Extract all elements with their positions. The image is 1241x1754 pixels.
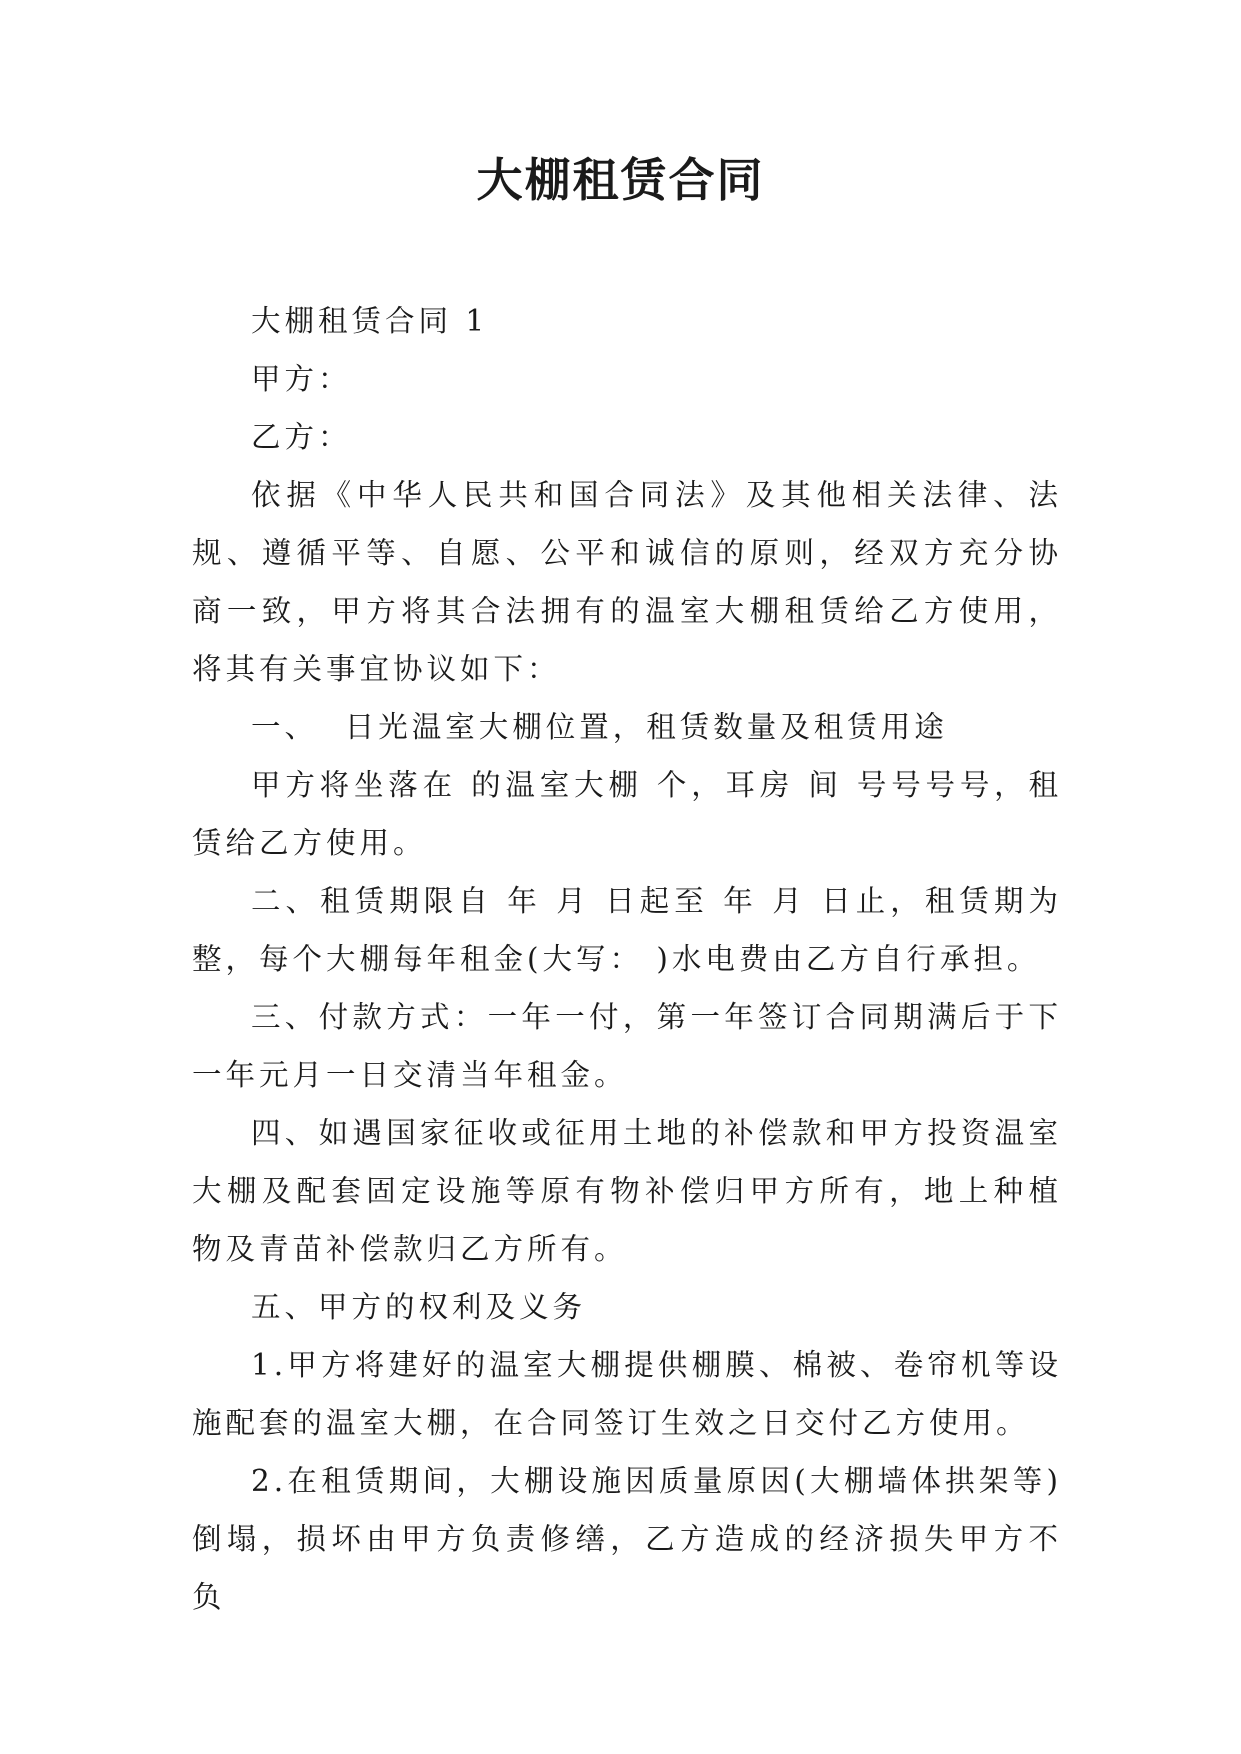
paragraph-preamble: 依据《中华人民共和国合同法》及其他相关法律、法规、遵循平等、自愿、公平和诚信的原则，经双方充分协商一致，甲方将其合法拥有的温室大棚租赁给乙方使用，将其有关事宜协议如下： bbox=[192, 478, 1062, 686]
document-body bbox=[192, 292, 1062, 1626]
paragraph-section-4: 四、如遇国家征收或征用土地的补偿款和甲方投资温室大棚及配套固定设施等原有物补偿归甲方所有，地上种植物及青苗补偿款归乙方所有。 bbox=[192, 1116, 1062, 1266]
paragraph-party-a: 甲方： bbox=[251, 362, 352, 396]
paragraph-section-5-item-1: 1.甲方将建好的温室大棚提供棚膜、棉被、卷帘机等设施配套的温室大棚，在合同签订生效之日交付乙方使用。 bbox=[192, 1348, 1062, 1440]
paragraph-section-1-heading: 一、 日光温室大棚位置，租赁数量及租赁用途 bbox=[251, 710, 948, 744]
paragraph-section-5-item-2: 2.在租赁期间，大棚设施因质量原因(大棚墙体拱架等)倒塌，损坏由甲方负责修缮，乙方造成的经济损失甲方不负 bbox=[192, 1464, 1062, 1614]
paragraph-contract-number: 大棚租赁合同 1 bbox=[251, 304, 489, 338]
document-title: 大棚租赁合同 bbox=[476, 153, 765, 207]
paragraph-section-5-heading: 五、甲方的权利及义务 bbox=[251, 1290, 587, 1324]
paragraph-section-2: 二、租赁期限自 年 月 日起至 年 月 日止，租赁期为整，每个大棚每年租金(大写： )水电费由乙方自行承担。 bbox=[192, 884, 1062, 976]
paragraph-section-3: 三、付款方式：一年一付，第一年签订合同期满后于下一年元月一日交清当年租金。 bbox=[192, 1000, 1062, 1092]
paragraph-party-b: 乙方： bbox=[251, 420, 352, 454]
paragraph-section-1-body: 甲方将坐落在 的温室大棚 个，耳房 间 号号号号，租赁给乙方使用。 bbox=[192, 768, 1062, 860]
